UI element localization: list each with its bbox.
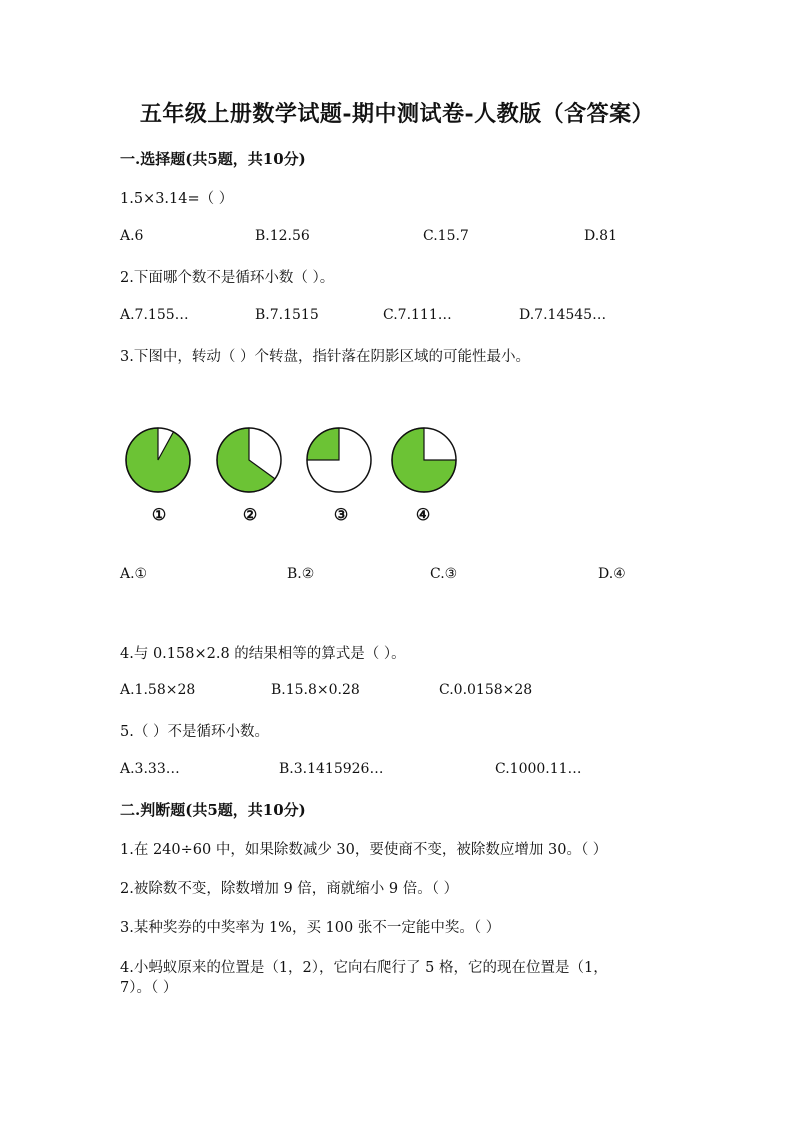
spinner-figure bbox=[120, 420, 480, 500]
option-5a: A.3.33… bbox=[120, 761, 180, 777]
question-2: 2.下面哪个数不是循环小数（ ）。 bbox=[120, 270, 335, 286]
section-heading-choice: 一.选择题(共5题，共10分) bbox=[120, 150, 306, 168]
option-4a: A.1.58×28 bbox=[120, 682, 196, 698]
judgement-3: 3.某种奖券的中奖率为 1%，买 100 张不一定能中奖。（ ） bbox=[120, 920, 501, 936]
judgement-4-line2: 7）。（ ） bbox=[120, 980, 178, 996]
option-1d: D.81 bbox=[584, 228, 617, 244]
option-3a: A.① bbox=[120, 566, 148, 582]
spinner-label-2: ② bbox=[242, 505, 258, 524]
option-3d: D.④ bbox=[598, 566, 626, 582]
option-3b: B.② bbox=[287, 566, 315, 582]
question-4: 4.与 0.158×2.8 的结果相等的算式是（ ）。 bbox=[120, 646, 406, 662]
spinner-label-1: ① bbox=[151, 505, 167, 524]
question-5: 5.（ ）不是循环小数。 bbox=[120, 724, 269, 740]
judgement-4-line1: 4.小蚂蚁原来的位置是（1，2），它向右爬行了 5 格，它的现在位置是（1， bbox=[120, 960, 608, 976]
page-title: 五年级上册数学试题-期中测试卷-人教版（含答案） bbox=[139, 101, 655, 127]
option-2d: D.7.14545… bbox=[519, 307, 607, 323]
option-2c: C.7.111… bbox=[383, 307, 452, 323]
option-4b: B.15.8×0.28 bbox=[271, 682, 360, 698]
option-1b: B.12.56 bbox=[255, 228, 310, 244]
option-2a: A.7.155… bbox=[120, 307, 189, 323]
option-4c: C.0.0158×28 bbox=[439, 682, 533, 698]
option-1a: A.6 bbox=[120, 228, 144, 244]
spinner-label-4: ④ bbox=[415, 505, 431, 524]
option-2b: B.7.1515 bbox=[255, 307, 319, 323]
section-heading-judgement: 二.判断题(共5题，共10分) bbox=[120, 801, 306, 819]
spinner-label-3: ③ bbox=[333, 505, 349, 524]
question-3: 3.下图中，转动（ ）个转盘，指针落在阴影区域的可能性最小。 bbox=[120, 349, 530, 365]
judgement-2: 2.被除数不变，除数增加 9 倍，商就缩小 9 倍。（ ） bbox=[120, 881, 459, 897]
question-1: 1.5×3.14=（ ） bbox=[120, 191, 234, 207]
option-3c: C.③ bbox=[430, 566, 458, 582]
option-5b: B.3.1415926… bbox=[279, 761, 384, 777]
option-5c: C.1000.11… bbox=[495, 761, 582, 777]
judgement-1: 1.在 240÷60 中，如果除数减少 30，要使商不变，被除数应增加 30。（ ） bbox=[120, 842, 608, 858]
option-1c: C.15.7 bbox=[423, 228, 469, 244]
